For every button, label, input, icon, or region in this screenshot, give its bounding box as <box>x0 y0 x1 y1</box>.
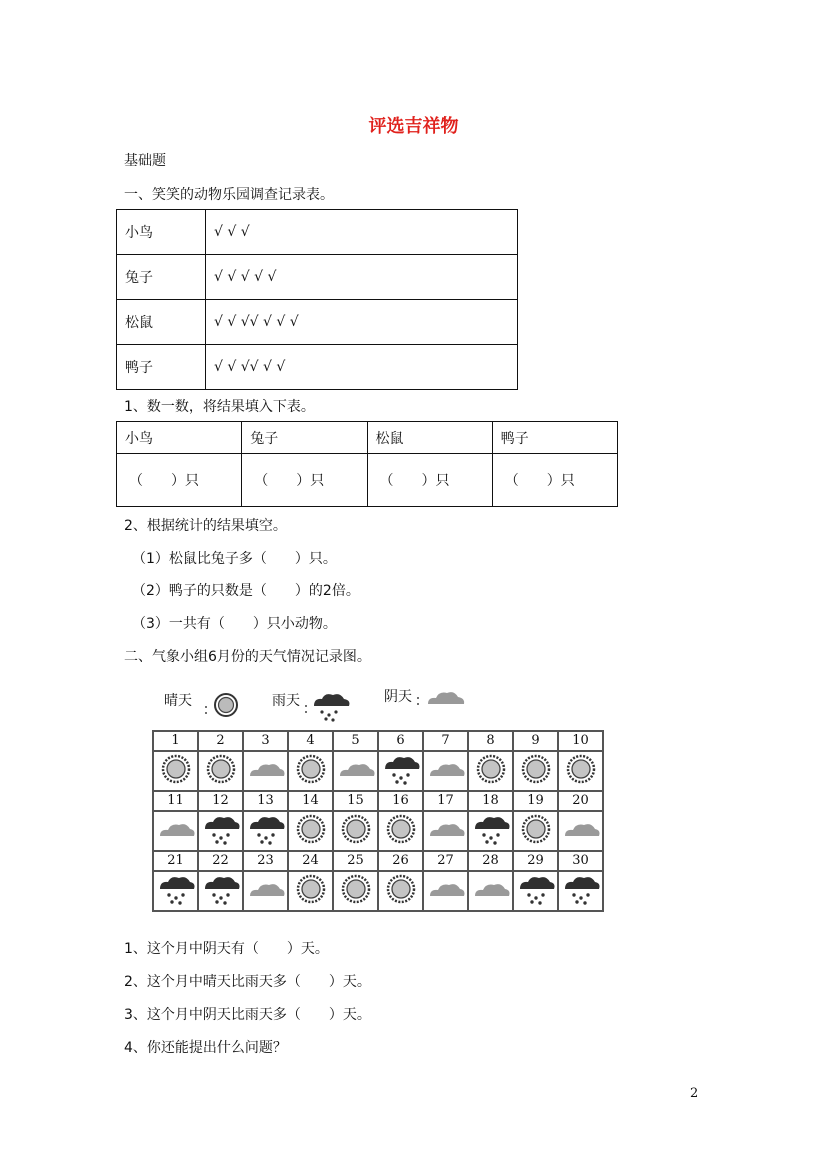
day-number: 11 <box>153 791 198 811</box>
day-number-row <box>153 791 603 811</box>
cloudy-icon <box>246 752 286 786</box>
weather-grid <box>152 730 604 912</box>
tick-marks: √ √ √√ √ √ <box>206 345 518 390</box>
tick-marks: √ √ √ <box>206 210 518 255</box>
day-number: 12 <box>198 791 243 811</box>
record-row <box>117 345 518 390</box>
day-number: 13 <box>243 791 288 811</box>
rainy-icon <box>201 872 241 906</box>
weather-cell <box>333 871 378 911</box>
weather-cell <box>288 871 333 911</box>
sunny-icon <box>291 812 331 846</box>
record-row <box>117 300 518 345</box>
page-number: 2 <box>690 1086 699 1101</box>
animal-name: 兔子 <box>117 255 206 300</box>
sunny-icon <box>471 752 511 786</box>
count-blank[interactable]: （ ）只 <box>117 454 242 507</box>
day-number: 29 <box>513 851 558 871</box>
cloudy-icon <box>426 752 466 786</box>
weather-cell <box>423 811 468 851</box>
day-number: 15 <box>333 791 378 811</box>
weather-cell <box>243 751 288 791</box>
weather-cell <box>378 871 423 911</box>
q2-intro: 二、气象小组6月份的天气情况记录图。 <box>124 649 371 665</box>
day-number: 3 <box>243 731 288 751</box>
legend-cloudy-label: 阴天 <box>384 689 412 705</box>
weather-icon-row <box>153 811 603 851</box>
day-number: 10 <box>558 731 603 751</box>
day-number: 2 <box>198 731 243 751</box>
weather-cell <box>243 811 288 851</box>
weather-cell <box>153 751 198 791</box>
rainy-icon <box>516 872 556 906</box>
day-number: 19 <box>513 791 558 811</box>
day-number: 26 <box>378 851 423 871</box>
day-number: 23 <box>243 851 288 871</box>
cloudy-icon <box>471 872 511 906</box>
weather-cell <box>513 811 558 851</box>
weather-cell <box>468 871 513 911</box>
page-title: 评选吉祥物 <box>368 116 459 137</box>
q1-2-item: （2）鸭子的只数是（ ）的2倍。 <box>132 583 360 599</box>
weather-cell <box>558 811 603 851</box>
animal-name: 小鸟 <box>117 210 206 255</box>
q2-item: 2、这个月中晴天比雨天多（ ）天。 <box>124 974 371 990</box>
day-number: 24 <box>288 851 333 871</box>
cloudy-icon <box>156 812 196 846</box>
weather-cell <box>288 811 333 851</box>
rainy-icon <box>471 812 511 846</box>
day-number: 6 <box>378 731 423 751</box>
day-number: 9 <box>513 731 558 751</box>
day-number: 14 <box>288 791 333 811</box>
weather-cell <box>333 751 378 791</box>
weather-cell <box>423 871 468 911</box>
rainy-icon <box>156 872 196 906</box>
count-header: 兔子 <box>242 422 367 454</box>
cloudy-icon <box>426 812 466 846</box>
q2-item: 1、这个月中阴天有（ ）天。 <box>124 941 329 957</box>
count-blank[interactable]: （ ）只 <box>242 454 367 507</box>
day-number: 7 <box>423 731 468 751</box>
weather-cell <box>198 751 243 791</box>
weather-icon-row <box>153 751 603 791</box>
record-row <box>117 210 518 255</box>
q1-2-item: （1）松鼠比兔子多（ ）只。 <box>132 551 337 567</box>
rainy-icon <box>381 752 421 786</box>
day-number: 1 <box>153 731 198 751</box>
day-number: 22 <box>198 851 243 871</box>
record-table <box>116 209 518 390</box>
legend-cloudy-icon <box>414 684 468 710</box>
sunny-icon <box>561 752 601 786</box>
rainy-icon <box>246 812 286 846</box>
count-header: 小鸟 <box>117 422 242 454</box>
count-header: 松鼠 <box>367 422 492 454</box>
rainy-icon <box>201 812 241 846</box>
weather-cell <box>153 811 198 851</box>
count-blank[interactable]: （ ）只 <box>367 454 492 507</box>
day-number: 18 <box>468 791 513 811</box>
weather-cell <box>288 751 333 791</box>
legend-rainy-label: 雨天 <box>272 693 300 709</box>
count-header-row <box>117 422 618 454</box>
weather-cell <box>198 811 243 851</box>
sunny-icon <box>381 872 421 906</box>
count-table <box>116 421 618 507</box>
q2-item: 3、这个月中阴天比雨天多（ ）天。 <box>124 1007 371 1023</box>
sunny-icon <box>381 812 421 846</box>
q2-item: 4、你还能提出什么问题？ <box>124 1040 287 1056</box>
weather-cell <box>513 871 558 911</box>
weather-cell <box>513 751 558 791</box>
record-row <box>117 255 518 300</box>
day-number-row <box>153 851 603 871</box>
day-number: 30 <box>558 851 603 871</box>
cloudy-icon <box>426 872 466 906</box>
day-number: 28 <box>468 851 513 871</box>
sunny-icon <box>516 752 556 786</box>
count-value-row <box>117 454 618 507</box>
weather-cell <box>333 811 378 851</box>
sunny-icon <box>291 752 331 786</box>
weather-cell <box>378 811 423 851</box>
tick-marks: √ √ √ √ √ <box>206 255 518 300</box>
day-number: 27 <box>423 851 468 871</box>
q1-intro: 一、笑笑的动物乐园调查记录表。 <box>124 187 334 203</box>
day-number: 21 <box>153 851 198 871</box>
weather-cell <box>423 751 468 791</box>
day-number-row <box>153 731 603 751</box>
sunny-icon <box>336 812 376 846</box>
weather-cell <box>243 871 288 911</box>
sunny-icon <box>336 872 376 906</box>
day-number: 5 <box>333 731 378 751</box>
cloudy-icon <box>336 752 376 786</box>
weather-icon-row <box>153 871 603 911</box>
sunny-icon <box>156 752 196 786</box>
weather-cell <box>468 751 513 791</box>
q1-1: 1、数一数，将结果填入下表。 <box>124 399 315 415</box>
weather-cell <box>558 751 603 791</box>
day-number: 8 <box>468 731 513 751</box>
count-blank[interactable]: （ ）只 <box>492 454 617 507</box>
day-number: 4 <box>288 731 333 751</box>
legend-sunny-icon <box>202 689 242 721</box>
animal-name: 鸭子 <box>117 345 206 390</box>
day-number: 25 <box>333 851 378 871</box>
weather-cell <box>198 871 243 911</box>
animal-name: 松鼠 <box>117 300 206 345</box>
count-header: 鸭子 <box>492 422 617 454</box>
weather-cell <box>153 871 198 911</box>
q1-2: 2、根据统计的结果填空。 <box>124 518 287 534</box>
cloudy-icon <box>246 872 286 906</box>
sunny-icon <box>516 812 556 846</box>
day-number: 16 <box>378 791 423 811</box>
rainy-icon <box>561 872 601 906</box>
weather-cell <box>468 811 513 851</box>
day-number: 20 <box>558 791 603 811</box>
tick-marks: √ √ √√ √ √ √ <box>206 300 518 345</box>
day-number: 17 <box>423 791 468 811</box>
sunny-icon <box>201 752 241 786</box>
legend-rainy-icon <box>302 688 352 722</box>
legend-sunny-label: 晴天 <box>164 693 192 709</box>
sunny-icon <box>291 872 331 906</box>
weather-cell <box>378 751 423 791</box>
section-basic: 基础题 <box>124 153 166 169</box>
weather-cell <box>558 871 603 911</box>
q1-2-item: （3）一共有（ ）只小动物。 <box>132 616 337 632</box>
cloudy-icon <box>561 812 601 846</box>
